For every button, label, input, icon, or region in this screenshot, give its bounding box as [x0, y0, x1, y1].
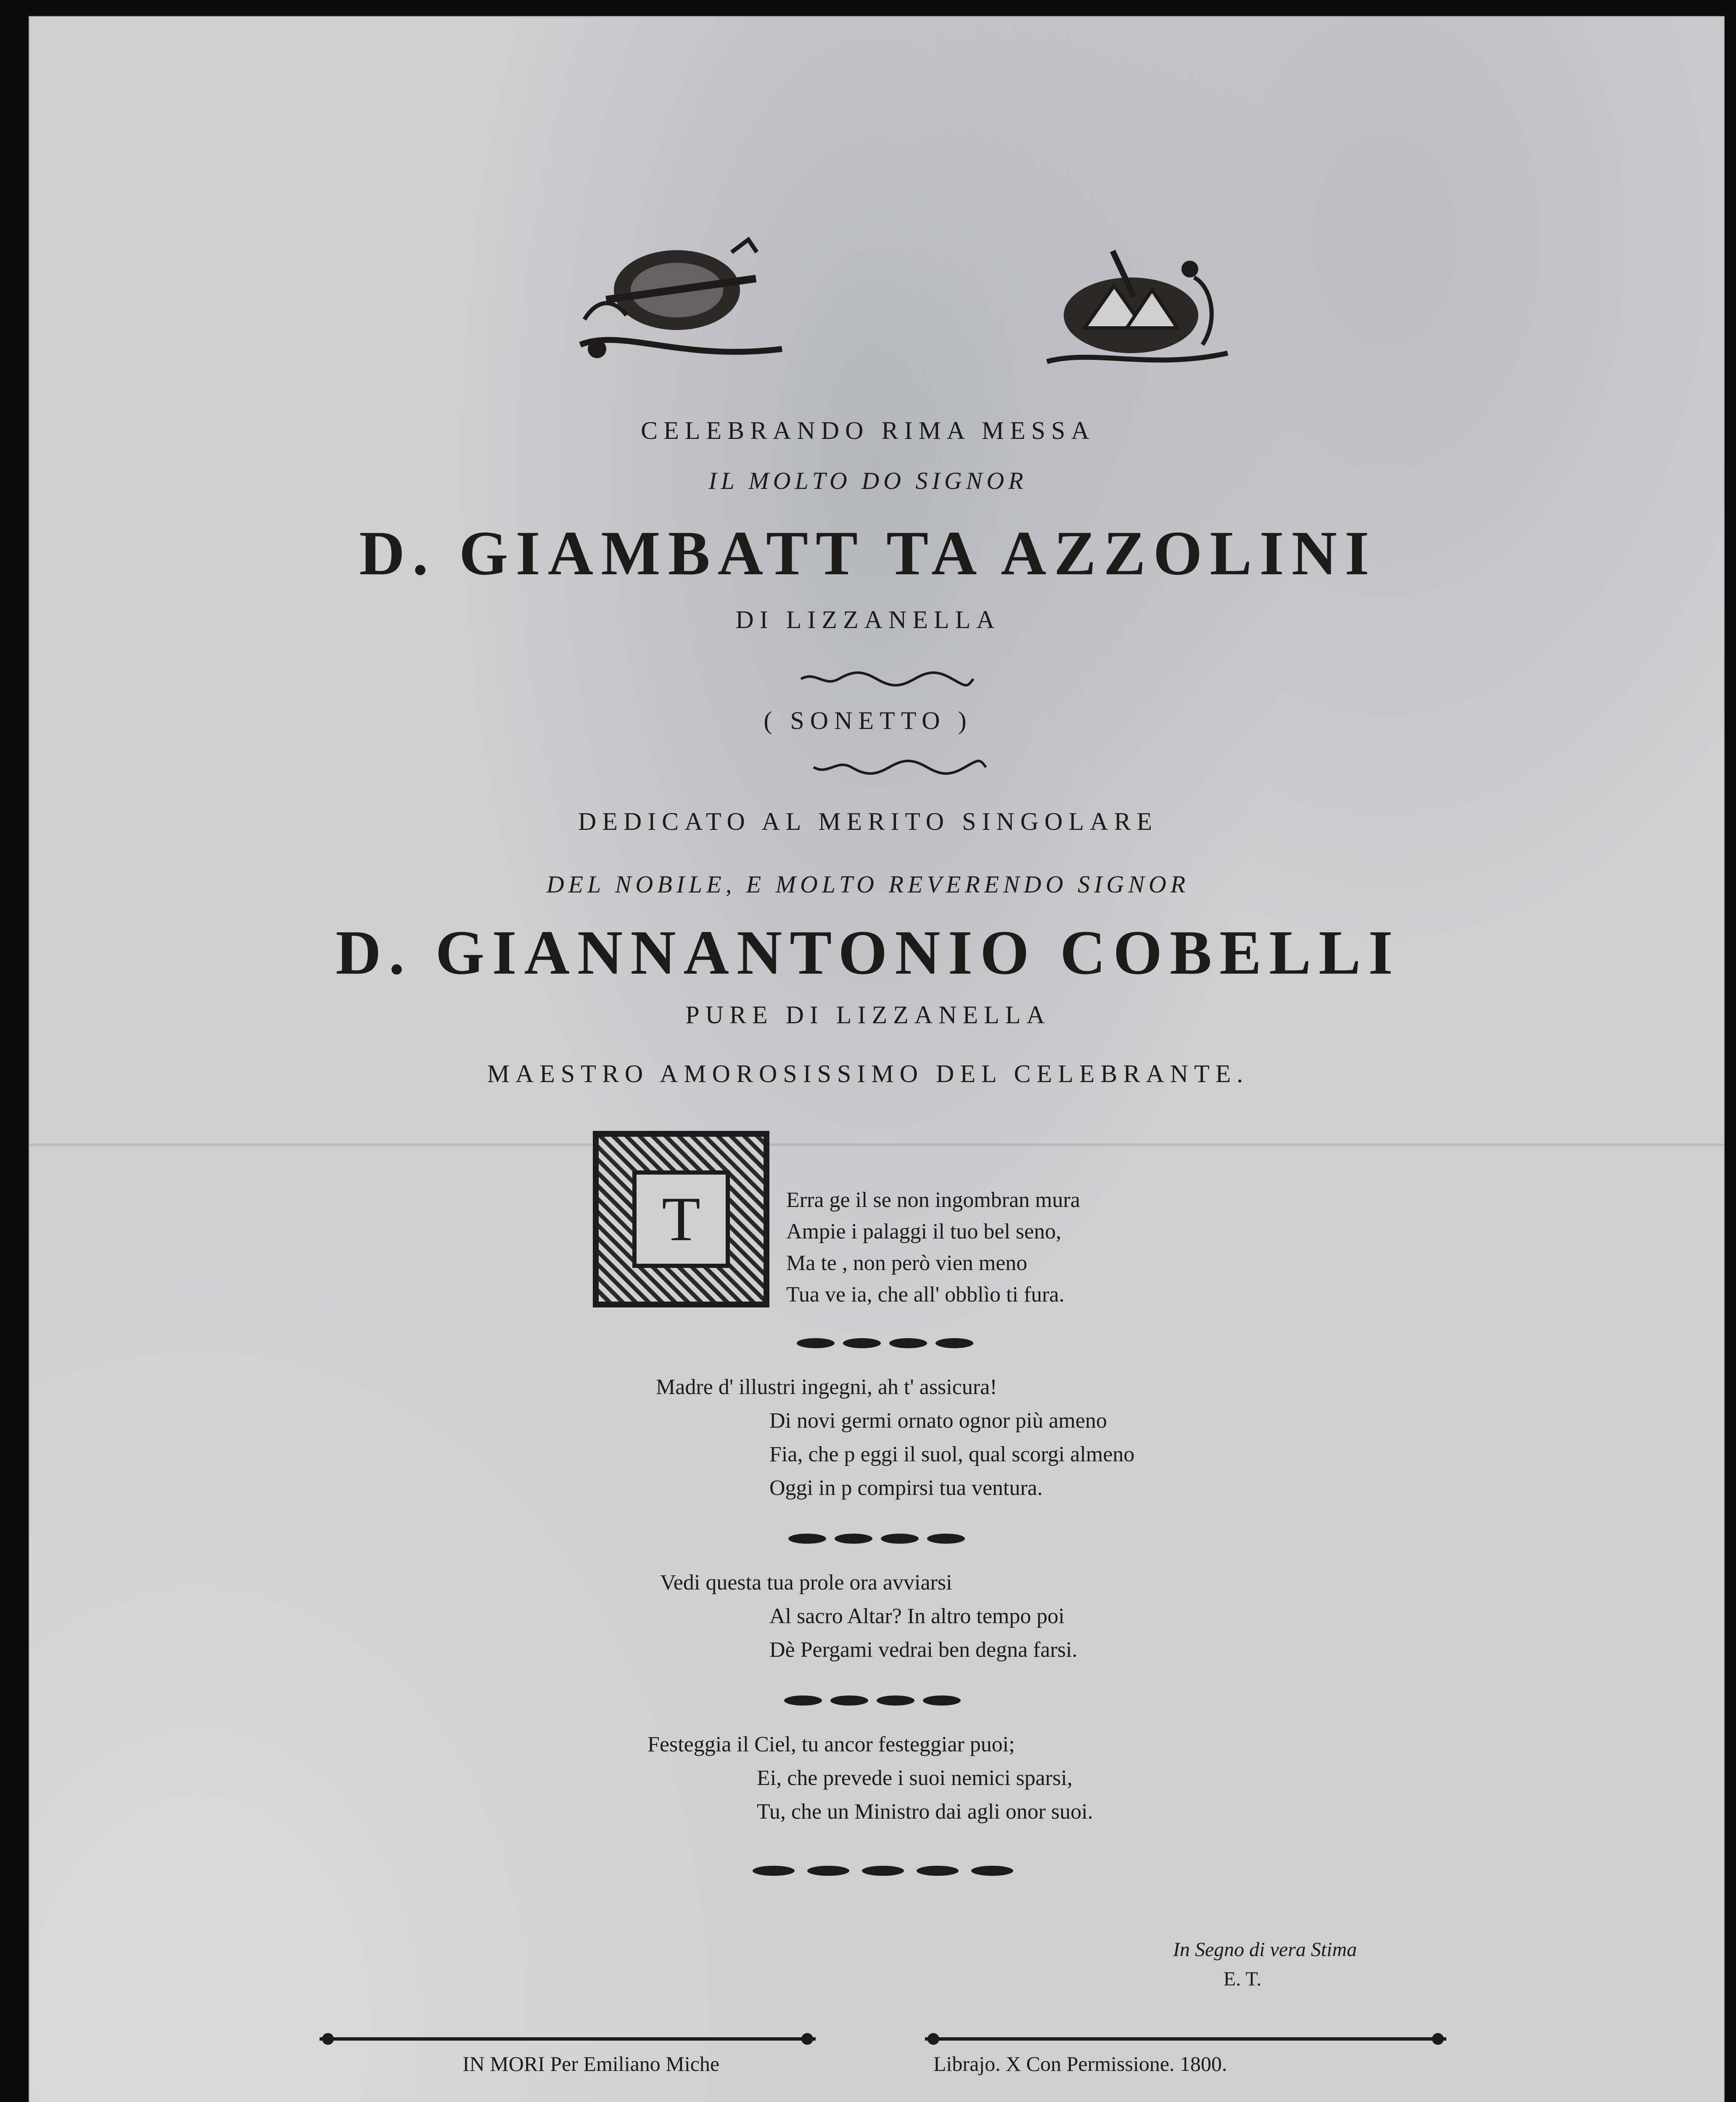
dedicatee-name: D. GIANNANTONIO COBELLI	[336, 918, 1400, 988]
heading-line-2: IL MOLTO DO SIGNOR	[708, 467, 1028, 494]
genre-label: ( SONETTO )	[764, 707, 972, 734]
celebrant-origin: DI LIZZANELLA	[735, 606, 1001, 634]
dedicatee-title: DEL NOBILE, E MOLTO REVERENDO SIGNOR	[546, 871, 1190, 898]
dropcap-letter: T	[632, 1170, 730, 1268]
poem-line: Al sacro Altar? In altro tempo poi	[769, 1604, 1065, 1628]
woodcut-tools-ornament	[1043, 244, 1236, 374]
heading-line-1: CELEBRANDO RIMA MESSA	[641, 417, 1095, 444]
dropcap-frame	[593, 1131, 769, 1307]
signature-line-1: In Segno di vera Stima	[1173, 1938, 1357, 1961]
signature-initials: E. T.	[1223, 1968, 1262, 1990]
dedication-line: DEDICATO AL MERITO SINGOLARE	[578, 808, 1158, 835]
stanza-divider	[778, 1692, 971, 1709]
stanza-divider	[790, 1335, 984, 1352]
poem-line: Ei, che prevede i suoi nemici sparsi,	[757, 1766, 1073, 1790]
poem-line: Dè Pergami vedrai ben degna farsi.	[769, 1638, 1078, 1662]
imprint-right: Librajo. X Con Permissione. 1800.	[933, 2052, 1227, 2076]
chain-rule	[320, 2028, 1446, 2049]
poem-line: Tu, che un Ministro dai agli onor suoi.	[757, 1800, 1093, 1824]
imprint-left: IN MORI Per Emiliano Miche	[462, 2052, 720, 2076]
dedicatee-role: MAESTRO AMOROSISSIMO DEL CELEBRANTE.	[487, 1060, 1249, 1088]
poem-line: Di novi germi ornato ognor più ameno	[769, 1409, 1107, 1433]
flourish-divider	[799, 668, 975, 689]
closing-divider	[748, 1862, 1017, 1879]
poem-line: Ma te , non però vien meno	[786, 1251, 1028, 1275]
poem-line: Erra ge il se non ingombran mura	[786, 1188, 1080, 1212]
fold-crease	[29, 1143, 1724, 1146]
poem-line: Vedi questa tua prole ora avviarsi	[660, 1571, 952, 1595]
celebrant-name: D. GIAMBATT TA AZZOLINI	[359, 518, 1377, 588]
poem-line: Tua ve ia, che all' obblìo ti fura.	[786, 1283, 1065, 1307]
flourish-divider	[811, 757, 988, 778]
poem-line: Oggi in p compirsi tua ventura.	[769, 1476, 1043, 1500]
poem-line: Fia, che p eggi il suol, qual scorgi almeno	[769, 1442, 1135, 1466]
poem-line: Festeggia il Ciel, tu ancor festeggiar puoi;	[647, 1732, 1015, 1756]
dedicatee-origin: PURE DI LIZZANELLA	[685, 1001, 1051, 1029]
poem-line: Ampie i palaggi il tuo bel seno,	[786, 1220, 1062, 1244]
stanza-divider	[782, 1530, 975, 1547]
woodcut-instruments-ornament	[572, 235, 790, 374]
poem-line: Madre d' illustri ingegni, ah t' assicura!	[656, 1375, 997, 1399]
